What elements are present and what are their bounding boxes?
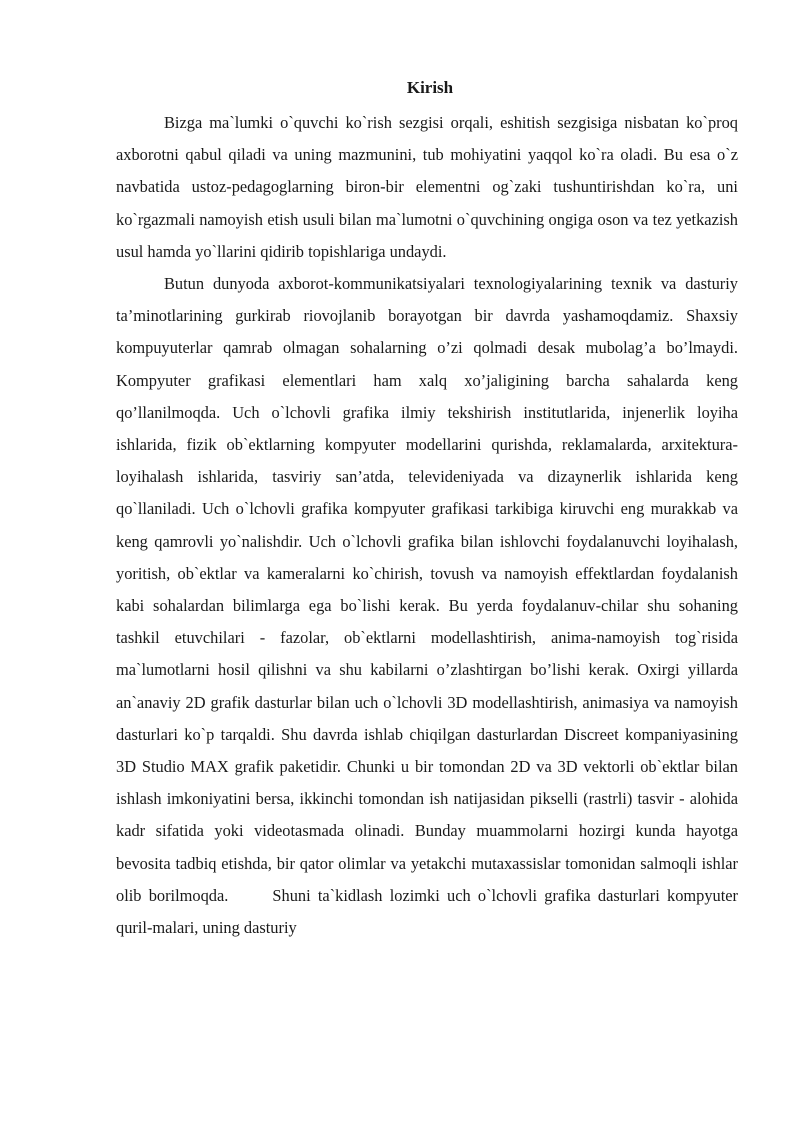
section-heading: Kirish [406, 78, 454, 97]
body-text [116, 107, 738, 944]
paragraph-main [116, 268, 738, 944]
paragraph-intro: Bizga ma`lumki o`quvchi ko`rish sezgisi orqali, eshitish sezgisiga nisbatan ko`proq axborotni qabul qiladi va uning mazmunini, tub mohiyatini yaqqol ko`ra oladi. Bu esa o`z navbatida ustoz-pedagoglarning biron-bir elementni og`zaki tushuntirishdan ko`ra, uni ko`rgazmali namoyish etish usuli bilan ma`lumotni o`quvchining ongiga oson va tez yetkazish usul hamda yo`llarini qidirib topishlariga undaydi. [116, 113, 738, 261]
paragraph-continued-text: Shuni ta`kidlash lozimki uch o`lchovli grafika dasturlari kompyuter quril-malari, uning dasturiy [116, 885, 739, 938]
paragraph-main-text: Butun dunyoda axborot-kommunikatsiyalari texnologiyalarining texnik va dasturiy ta’minotlarining gurkirab riovojlanib borayotgan bir davrda yashamoqdamiz. Shaxsiy kompuyuterlar qamrab olmagan sohalarning o’zi qolmadi desak mubolag’a bo’lmaydi. Kompyuter grafikasi elementlari ham xalq xo’jaligining barcha sahalarda keng qo’llanilmoqda. Uch o`lchovli grafika ilmiy tekshirish institutlarida, injenerlik loyiha ishlarida, fizik ob`ektlarning kompyuter modellarini qurishda, reklamalarda, arxitektura-loyihalash ishlarida, tasviriy san’atda, televideniyada va dizaynerlik ishlarida keng qo`llaniladi. Uch o`lchovli grafika kompyuter grafikasi tarkibiga kiruvchi eng murakkab va keng qamrovli yo`nalishdir. Uch o`lchovli grafika bilan ishlovchi foydalanuvchi loyihalash, yoritish, ob`ektlar va kameralarni ko`chirish, tovush va namoyish effektlardan foydalanish kabi sohalardan bilimlarga ega bo`lishi kerak. Bu yerda foydalanuv-chilar shu sohaning tashkil etuvchilari - fazolar, ob`ektlarni modellashtirish, anima-namoyish tog`risida ma`lumotlarni hosil qilishni va shu kabilarni o’zlashtirgan bo’lishi kerak. Oxirgi yillarda an`anaviy 2D grafik dasturlar bilan uch o`lchovli 3D modellashtirish, animasiya va namoyish dasturlari ko`p tarqaldi. Shu davrda ishlab chiqilgan dasturlardan Discreet kompaniyasining 3D Studio MAX grafik paketidir. Chunki u bir tomondan 2D va 3D vektorli ob`ektlar bilan ishlash imkoniyatini bersa, ikkinchi tomondan ish natijasidan pikselli (rastrli) tasvir - alohida kadr sifatida yoki videotasmada olinadi. Bunday muammolarni hozirgi kunda hayotga bevosita tadbiq etishda, bir qator olimlar va yetakchi mutaxassislar tomonidan salmoqli ishlar olib borilmoqda. [116, 274, 738, 905]
